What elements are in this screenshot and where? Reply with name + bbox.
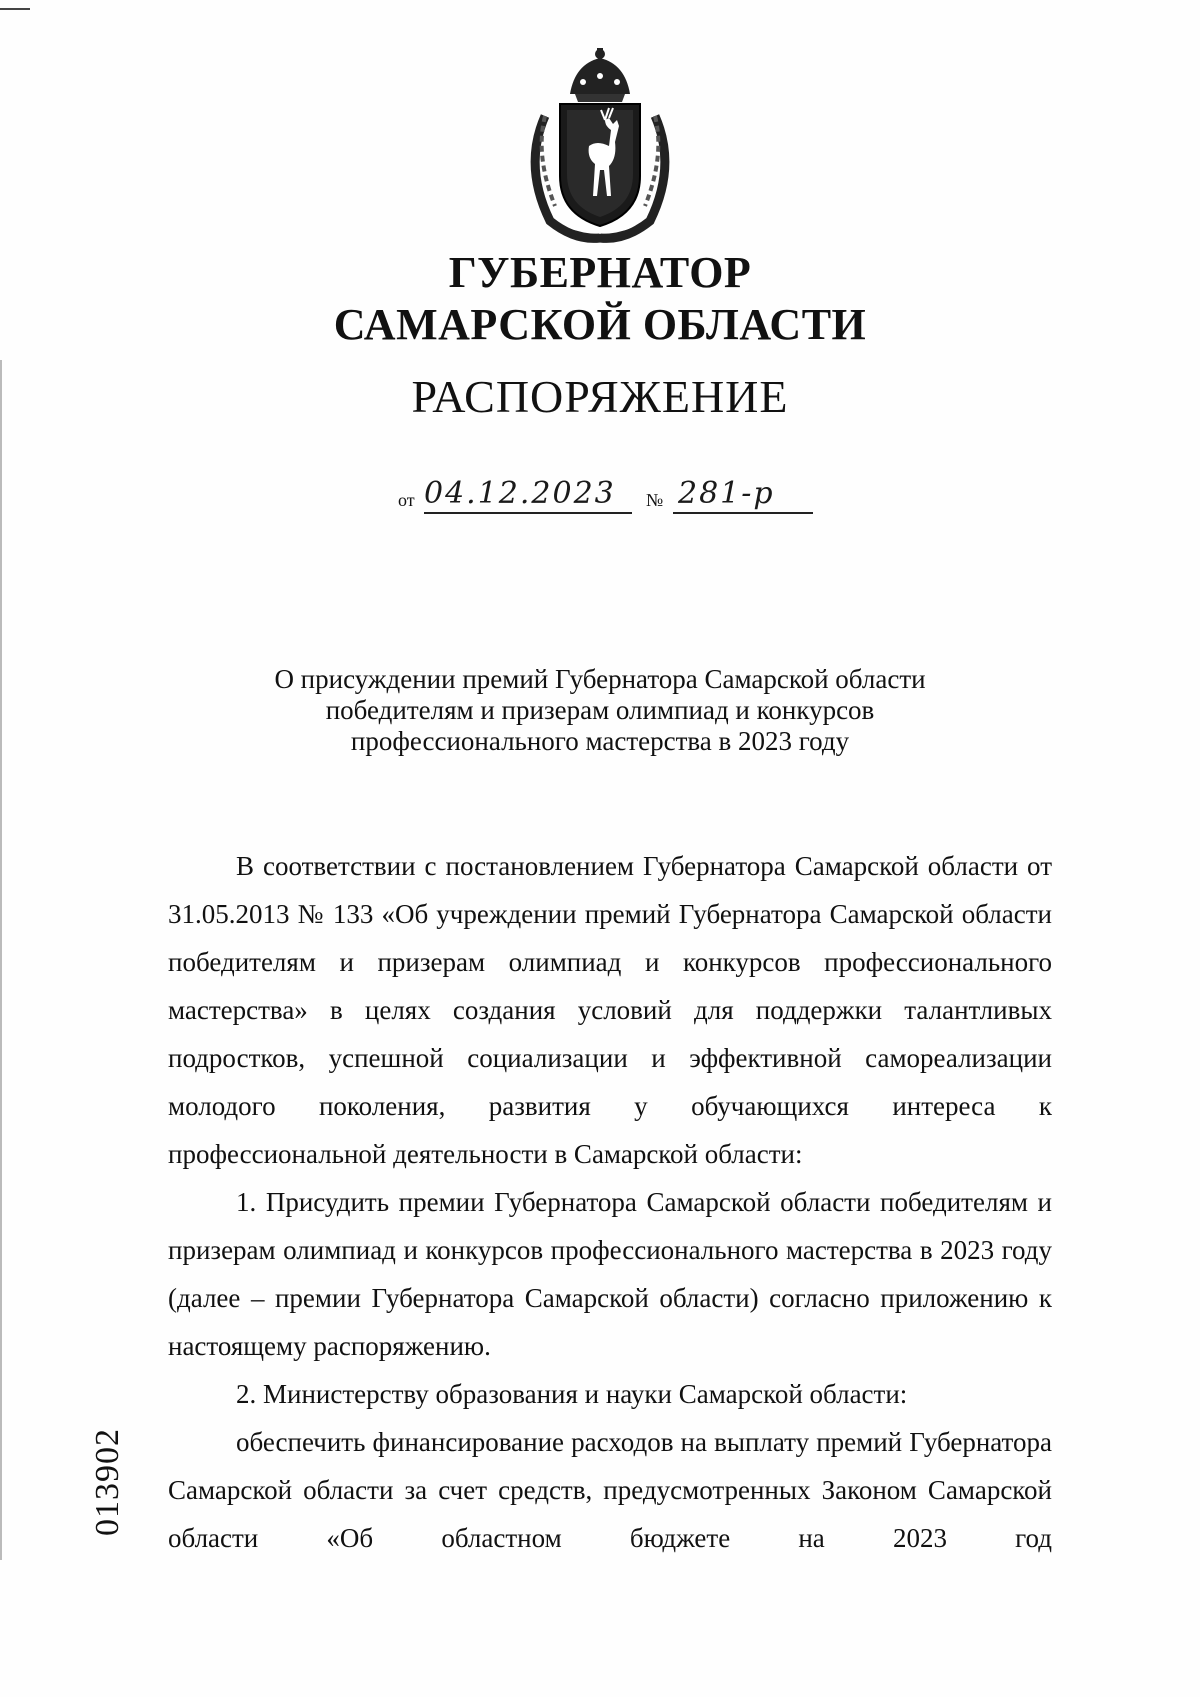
scan-mark-left-edge xyxy=(0,360,2,1560)
authority-title xyxy=(0,247,1200,351)
document-body xyxy=(168,842,1052,1562)
samara-coat-of-arms-icon xyxy=(505,46,695,246)
side-stamp-text: 013902 xyxy=(89,1428,126,1536)
heading-line-1: О присуждении премий Губернатора Самарской области xyxy=(274,664,926,694)
scan-mark-top-left xyxy=(0,8,30,10)
side-stamp-number xyxy=(88,1422,128,1542)
date-prefix: от xyxy=(398,490,415,510)
heading-line-3: профессионального мастерства в 2023 году xyxy=(350,726,850,756)
number-prefix: № xyxy=(646,490,664,510)
authority-line-1: ГУБЕРНАТОР xyxy=(448,248,752,297)
heading-line-2: победителям и призерам олимпиад и конкурсов xyxy=(325,695,875,725)
document-type: РАСПОРЯЖЕНИЕ xyxy=(411,371,789,422)
date-number-line xyxy=(398,478,818,518)
authority-line-2: САМАРСКОЙ ОБЛАСТИ xyxy=(333,300,867,349)
body-paragraph-preamble: В соответствии с постановлением Губернатора Самарской области от 31.05.2013 № 133 «Об учреждении премий Губернатора Самарской области победителям и призерам олимпиад и конкурсов профессионального мастерства» в целях создания условий для поддержки талантливых подростков, успешной социализации и эффективной самореализации молодого поколения, развития у обучающихся интереса к профессиональной деятельности в Самарской области: xyxy=(168,851,1052,1169)
date-value: 04.12.2023 xyxy=(424,476,616,511)
number-value: 281-р xyxy=(678,476,775,511)
date-underline xyxy=(424,512,632,514)
document-heading xyxy=(0,664,1200,757)
body-paragraph-item-2-detail: обеспечить финансирование расходов на выплату премий Губернатора Самарской области за счет средств, предусмотренных Законом Самарской области «Об областном бюджете на 2023 год xyxy=(168,1427,1052,1553)
number-underline xyxy=(673,512,813,514)
body-paragraph-item-2: 2. Министерству образования и науки Самарской области: xyxy=(236,1379,908,1409)
body-paragraph-item-1: 1. Присудить премии Губернатора Самарской области победителям и призерам олимпиад и конкурсов профессионального мастерства в 2023 году (далее – премии Губернатора Самарской области) согласно приложению к настоящему распоряжению. xyxy=(168,1187,1052,1361)
